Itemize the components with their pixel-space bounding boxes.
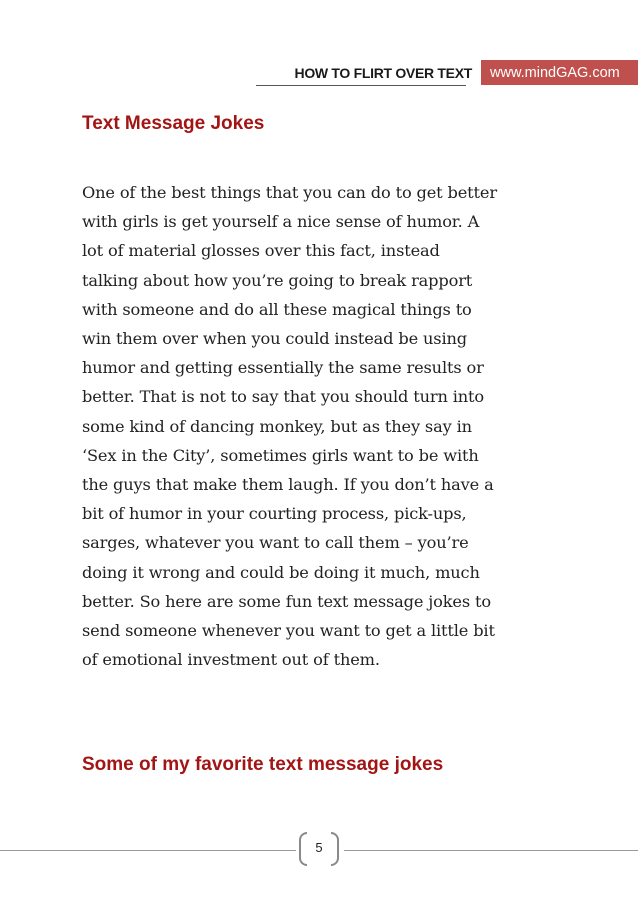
paragraph-line: with girls is get yourself a nice sense of humor. A bbox=[82, 212, 480, 232]
paragraph-line: doing it wrong and could be doing it much, much bbox=[82, 562, 480, 582]
paragraph-line: send someone whenever you want to get a little bit bbox=[82, 621, 495, 641]
paragraph-line: lot of material glosses over this fact, instead bbox=[82, 241, 440, 261]
paragraph-line: sarges, whatever you want to call them – you’re bbox=[82, 533, 469, 553]
paragraph-line: talking about how you’re going to break rapport bbox=[82, 270, 473, 290]
paragraph-line: One of the best things that you can do to get better bbox=[82, 183, 497, 202]
website-label: www.mindGAG.com bbox=[481, 60, 638, 85]
right-bracket-icon bbox=[331, 832, 339, 866]
paragraph-line: humor and getting essentially the same results or bbox=[82, 358, 484, 378]
section-heading: Text Message Jokes bbox=[82, 113, 265, 134]
paragraph-line: of emotional investment out of them. bbox=[82, 650, 380, 670]
left-bracket-icon bbox=[299, 832, 307, 866]
document-title: HOW TO FLIRT OVER TEXT bbox=[294, 64, 472, 81]
header-underline bbox=[256, 85, 466, 86]
page-header bbox=[295, 60, 638, 85]
body-paragraph bbox=[82, 178, 602, 674]
paragraph-line: bit of humor in your courting process, pick-ups, bbox=[82, 504, 467, 524]
paragraph-line: win them over when you could instead be using bbox=[82, 329, 467, 349]
footer-rule-right bbox=[344, 850, 638, 851]
paragraph-line: ‘Sex in the City’, sometimes girls want to be with bbox=[82, 445, 479, 465]
footer-rule-left bbox=[0, 850, 296, 851]
paragraph-line: some kind of dancing monkey, but as they say in bbox=[82, 416, 472, 436]
subsection-heading: Some of my favorite text message jokes bbox=[82, 754, 444, 775]
paragraph-line: better. That is not to say that you should turn into bbox=[82, 387, 484, 407]
paragraph-line: the guys that make them laugh. If you don’t have a bbox=[82, 475, 494, 495]
paragraph-line: better. So here are some fun text message jokes to bbox=[82, 591, 491, 611]
paragraph-line: with someone and do all these magical things to bbox=[82, 299, 472, 319]
page-number: 5 bbox=[315, 840, 323, 855]
